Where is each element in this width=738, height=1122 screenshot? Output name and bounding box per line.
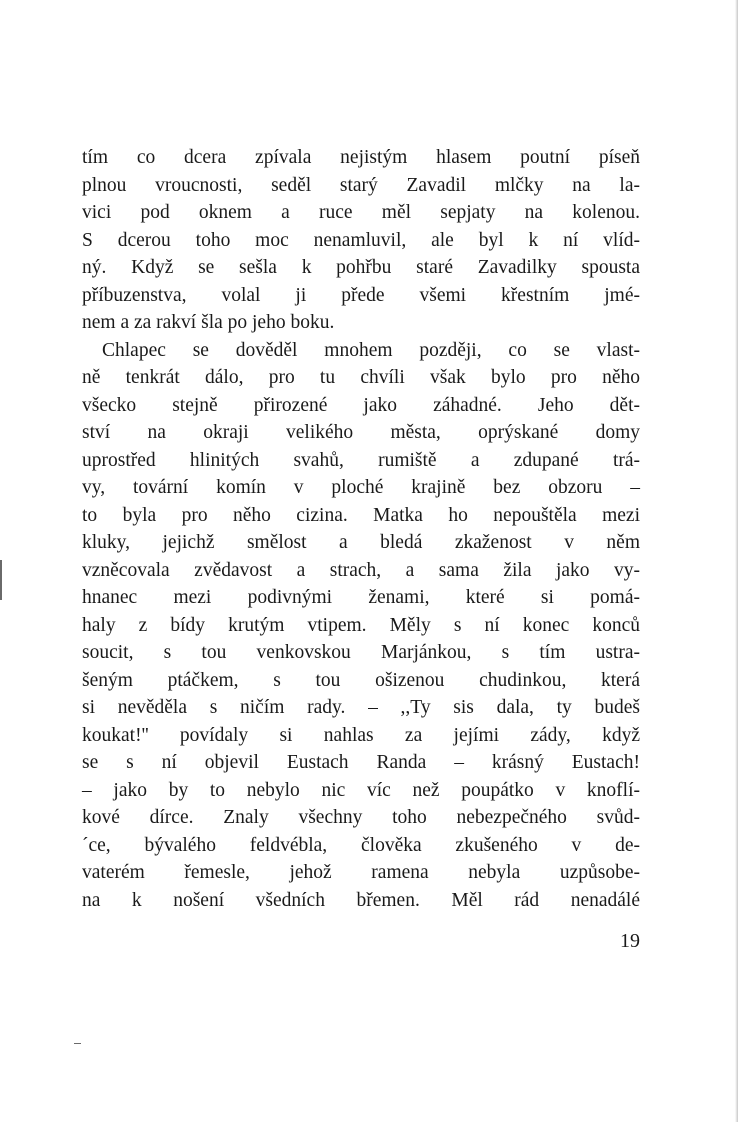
text-line: uprostřed hlinitých svahů, rumiště a zdupané trá- <box>82 449 640 471</box>
text-line: si nevěděla s ničím rady. – ,,Ty sis dala, ty budeš <box>82 697 640 718</box>
text-line: to byla pro něho cizina. Matka ho nepouštěla mezi <box>82 504 640 526</box>
text-line: na k nošení všedních břemen. Měl rád nenadálé <box>82 889 640 911</box>
text-line: hnanec mezi podivnými ženami, které si pomá- <box>82 587 640 608</box>
text-line: koukat!'' povídaly si nahlas za jejími zády, když <box>82 724 640 746</box>
text-line: šeným ptáčkem, s tou ošizenou chudinkou, která <box>82 669 640 691</box>
text-line: haly z bídy krutým vtipem. Měly s ní konec konců <box>82 614 640 636</box>
text-line: ství na okraji velikého města, oprýskané domy <box>82 422 640 443</box>
paragraph-end-line: nem a za rakví šla po jeho boku. <box>82 312 335 333</box>
text-line: všecko stejně přirozené jako záhadné. Jeho dět- <box>82 394 640 416</box>
text-line: tím co dcera zpívala nejistým hlasem poutní píseň <box>82 147 640 168</box>
text-line: vici pod oknem a ruce měl sepjaty na kolenou. <box>82 202 640 223</box>
text-line: ný. Když se sešla k pohřbu staré Zavadilky spousta <box>82 257 640 278</box>
text-line: vy, tovární komín v ploché krajině bez obzoru – <box>82 477 640 498</box>
body-text <box>82 144 640 914</box>
text-line: S dcerou toho moc nenamluvil, ale byl k ní vlíd- <box>82 229 640 251</box>
page-number: 19 <box>620 930 640 952</box>
text-line: vaterém řemesle, jehož ramena nebyla uzpůsobe- <box>82 862 640 883</box>
scan-edge-mark <box>0 560 2 600</box>
text-line: kluky, jejichž smělost a bledá zkaženost v něm <box>82 532 640 553</box>
text-line: příbuzenstva, volal ji přede všemi křestním jmé- <box>82 284 640 306</box>
paragraph-start-line: Chlapec se dověděl mnohem později, co se vlast- <box>102 339 640 361</box>
text-line: plnou vroucnosti, seděl starý Zavadil mlčky na la- <box>82 174 640 196</box>
text-line: kové dírce. Znaly všechny toho nebezpečného svůd- <box>82 807 640 828</box>
text-line: ´ce, bývalého feldvébla, člověka zkušeného v de- <box>82 834 640 856</box>
text-line: vzněcovala zvědavost a strach, a sama žila jako vy- <box>82 559 640 581</box>
text-line: se s ní objevil Eustach Randa – krásný Eustach! <box>82 752 640 773</box>
text-line: soucit, s tou venkovskou Marjánkou, s tím ustra- <box>82 642 640 663</box>
scan-speck-mark <box>74 1043 81 1044</box>
text-line: – jako by to nebylo nic víc než poupátko v knoflí- <box>82 779 640 801</box>
text-line: ně tenkrát dálo, pro tu chvíli však bylo pro něho <box>82 367 640 388</box>
